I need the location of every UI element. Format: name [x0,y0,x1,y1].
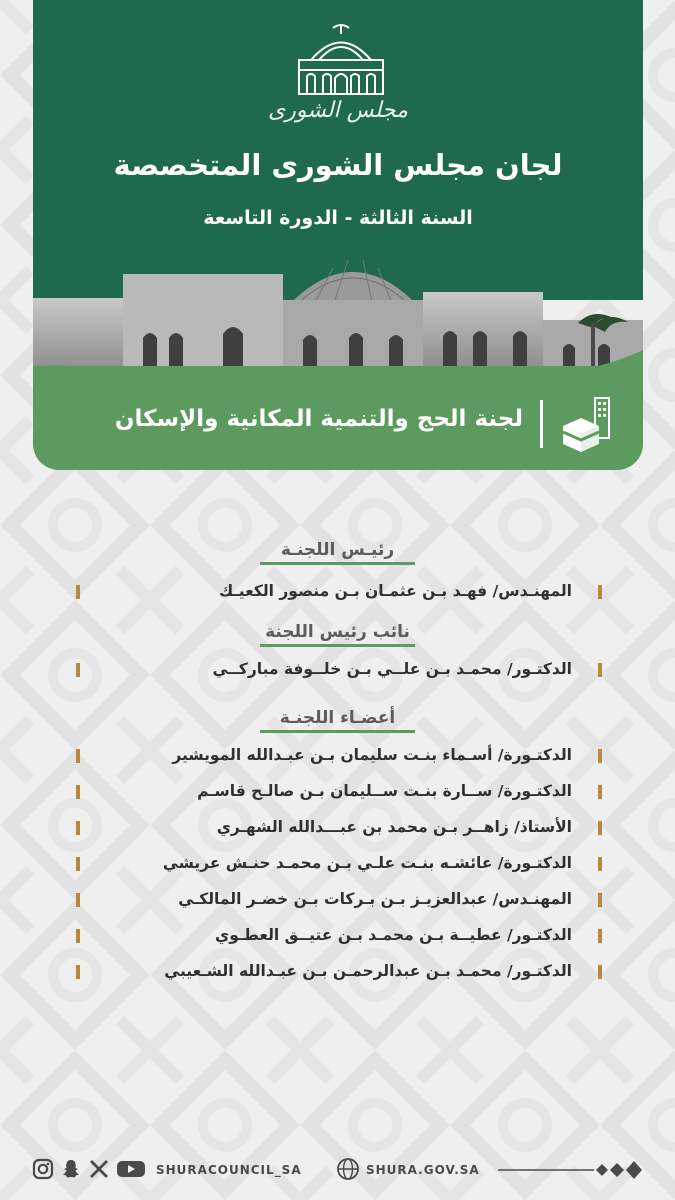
row-marker [76,857,80,871]
member-row [70,742,610,772]
youtube-icon[interactable] [116,1158,146,1180]
member-name: المهنـدس/ عبدالعزيـز بـن بـركات بـن خضـر المالكـي [178,890,572,908]
member-row [70,850,610,880]
member-name: الدكتـورة/ ســارة بنـت ســليمان بـن صالـح قاسـم [197,782,572,800]
row-marker [598,785,602,799]
row-marker [598,821,602,835]
chair-heading-underline [260,562,415,565]
row-marker [598,663,602,677]
member-row [70,922,610,952]
row-marker [598,857,602,871]
row-marker [76,893,80,907]
member-row [70,958,610,988]
committee-header [33,392,643,462]
footer-ornament [498,1158,646,1182]
vice-chair-heading: نائب رئيس اللجنة [0,622,675,647]
row-marker [76,965,80,979]
chair-name: المهنـدس/ فهـد بـن عثمـان بـن منصور الكعيـك [219,582,572,600]
member-name: الدكتـور/ عطيــة بـن محمـد بـن عتيــق العطـوي [215,926,572,944]
row-marker [598,929,602,943]
row-marker [598,585,602,599]
vice-heading-underline [260,644,415,647]
committee-panel-curve [33,350,643,390]
member-name: الأستاذ/ زاهــر بـن محمد بن عبـــدالله الشهـري [216,818,572,836]
committee-divider [540,400,543,448]
row-marker [76,821,80,835]
vice-chair-name: الدكتـور/ محمـد بـن علــي بـن خلــوفة مباركــي [212,660,572,678]
chair-heading: رئيـس اللجنـة [0,540,675,565]
vice-chair-row [70,656,610,686]
shura-logo-icon [291,20,391,100]
row-marker [76,585,80,599]
instagram-icon[interactable] [32,1158,54,1180]
committee-name: لجنة الحج والتنمية المكانية والإسكان [114,406,523,432]
kaaba-buildings-icon [559,396,615,452]
chair-row [70,578,610,608]
row-marker [76,785,80,799]
website-link[interactable]: SHURA.GOV.SA [366,1163,480,1177]
footer [0,1150,675,1188]
members-heading-underline [260,730,415,733]
row-marker [76,929,80,943]
x-icon[interactable] [88,1158,110,1180]
logo-wordmark: مجلس الشورى [268,98,408,123]
row-marker [598,965,602,979]
members-heading: أعضـاء اللجنـة [0,708,675,733]
member-name: الدكتـورة/ عائشـه بنـت علـي بـن محمـد حنـش عريشي [162,854,572,872]
header-card [33,0,643,470]
row-marker [598,749,602,763]
social-handle[interactable]: SHURACOUNCIL_SA [156,1163,302,1177]
page-title: لجان مجلس الشورى المتخصصة [113,148,563,182]
row-marker [598,893,602,907]
snapchat-icon[interactable] [60,1158,82,1180]
member-name: الدكتـورة/ أسـماء بنـت سليمان بـن عبـدالله المويشير [172,746,572,764]
member-row [70,814,610,844]
row-marker [76,663,80,677]
member-row [70,778,610,808]
member-row [70,886,610,916]
row-marker [76,749,80,763]
globe-icon [336,1157,360,1181]
member-name: الدكتـور/ محمـد بـن عبدالرحمـن بـن عبـدالله الشـعيبي [164,962,572,980]
page-subtitle: السنة الثالثة - الدورة التاسعة [203,207,473,229]
